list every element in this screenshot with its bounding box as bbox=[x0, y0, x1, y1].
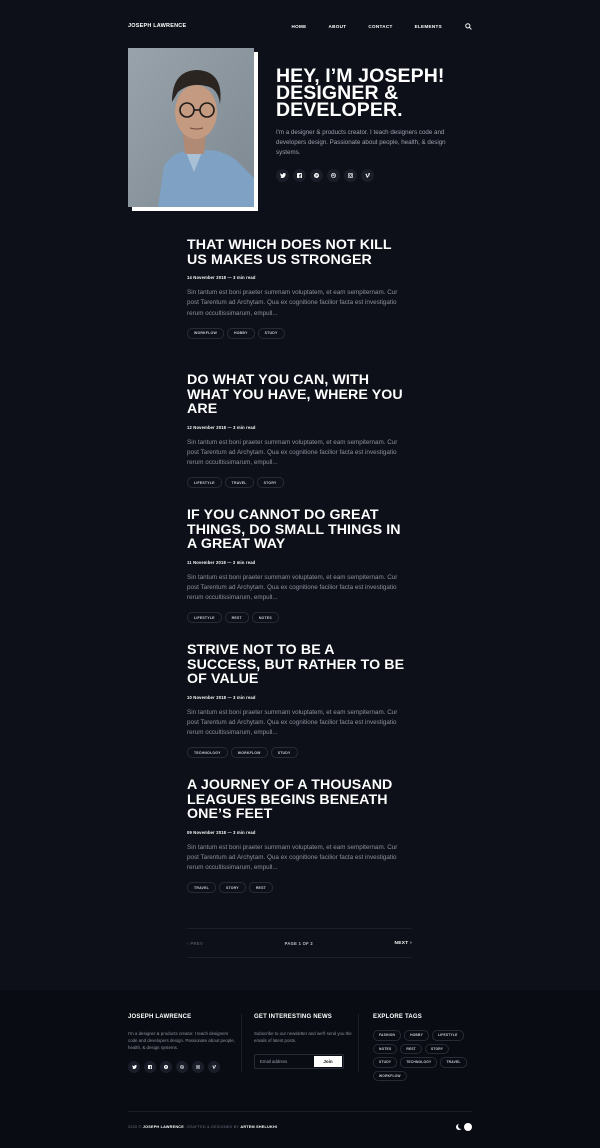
post-tag[interactable]: HOBBY bbox=[227, 328, 255, 339]
post-title[interactable]: DO WHAT YOU CAN, WITH WHAT YOU HAVE, WHERE YOU ARE bbox=[187, 372, 403, 417]
footer-social-links bbox=[128, 1061, 238, 1073]
post-meta: 11 November 2018 — 3 min read bbox=[187, 559, 256, 565]
post-card bbox=[187, 778, 412, 893]
footer-about bbox=[128, 1014, 238, 1073]
nav-home[interactable]: HOME bbox=[291, 23, 307, 29]
dribbble-icon[interactable] bbox=[176, 1061, 188, 1073]
join-button[interactable]: Join bbox=[314, 1056, 342, 1067]
copyright-prefix: 2020 © bbox=[128, 1124, 143, 1129]
dribbble-icon[interactable] bbox=[327, 169, 340, 182]
copyright-mid: . CRAFTED & DESIGNED BY bbox=[183, 1124, 241, 1129]
post-tag[interactable]: REST bbox=[225, 612, 249, 623]
footer-divider bbox=[358, 1014, 359, 1072]
hero-social-links bbox=[276, 169, 476, 182]
search-icon[interactable] bbox=[464, 22, 472, 30]
copyright-author: ARTEM SHELUKHI bbox=[240, 1124, 278, 1129]
footer-about-title: JOSEPH LAWRENCE bbox=[128, 1014, 192, 1020]
site-header bbox=[128, 20, 472, 32]
footer-tag-list bbox=[373, 1030, 473, 1084]
footer-divider bbox=[241, 1014, 242, 1072]
post-tags bbox=[187, 747, 412, 758]
post-card bbox=[187, 643, 412, 778]
footer-tag[interactable]: NOTES bbox=[373, 1044, 397, 1055]
footer-tag[interactable]: WORKFLOW bbox=[373, 1071, 407, 1082]
footer-about-text: I'm a designer & products creator. I teach designers code and developers design. Passionate about people, health, & design systems. bbox=[128, 1031, 235, 1050]
footer-tag[interactable]: STUDY bbox=[373, 1057, 397, 1068]
nav-elements[interactable]: ELEMENTS bbox=[414, 23, 442, 29]
facebook-icon[interactable] bbox=[144, 1061, 156, 1073]
footer-tag[interactable]: REST bbox=[400, 1044, 422, 1055]
footer-bottom bbox=[128, 1111, 472, 1141]
hero-title-line: DESIGNER & bbox=[276, 82, 399, 104]
post-excerpt: Sin tantum est boni praeter summam voluptatem, et eam sempiternam. Cur post Tarentum ad Archytam. Qua ex cognitione facilior facta est investigatio rerum occultissimarum, empull... bbox=[187, 708, 398, 737]
footer-tag[interactable]: LIFESTYLE bbox=[432, 1030, 464, 1041]
post-excerpt: Sin tantum est boni praeter summam voluptatem, et eam sempiternam. Cur post Tarentum ad Archytam. Qua ex cognitione facilior facta est investigatio rerum occultissimarum, empull... bbox=[187, 573, 398, 602]
next-page-link[interactable]: NEXT › bbox=[394, 940, 412, 946]
post-tags bbox=[187, 477, 412, 488]
post-title[interactable]: THAT WHICH DOES NOT KILL US MAKES US STRONGER bbox=[187, 237, 392, 268]
nav-contact[interactable]: CONTACT bbox=[368, 23, 393, 29]
vimeo-icon[interactable] bbox=[208, 1061, 220, 1073]
post-tag[interactable]: TRAVEL bbox=[187, 882, 216, 893]
post-tag[interactable]: WORKFLOW bbox=[231, 747, 268, 758]
post-tag[interactable]: STUDY bbox=[258, 328, 285, 339]
footer-tags bbox=[373, 1014, 473, 1084]
moon-icon bbox=[456, 1124, 462, 1130]
newsletter-text: Subscribe to our newsletter and we'll send you the emails of latest posts. bbox=[254, 1031, 352, 1043]
pinterest-icon[interactable] bbox=[160, 1061, 172, 1073]
nav-about[interactable]: ABOUT bbox=[328, 23, 347, 29]
footer-newsletter bbox=[254, 1014, 354, 1069]
footer-tag[interactable]: TECHNOLOGY bbox=[400, 1057, 437, 1068]
post-tags bbox=[187, 328, 412, 339]
post-title[interactable]: IF YOU CANNOT DO GREAT THINGS, DO SMALL THINGS IN A GREAT WAY bbox=[187, 507, 401, 552]
post-meta: 14 November 2018 — 3 min read bbox=[187, 275, 256, 280]
post-title[interactable]: STRIVE NOT TO BE A SUCCESS, BUT RATHER TO BE OF VALUE bbox=[187, 642, 405, 687]
post-tag[interactable]: STORY bbox=[257, 477, 284, 488]
post-feed bbox=[187, 238, 412, 893]
twitter-icon[interactable] bbox=[276, 169, 289, 182]
post-tag[interactable]: STUDY bbox=[271, 747, 298, 758]
copyright-name: JOSEPH LAWRENCE bbox=[142, 1124, 184, 1129]
main-nav bbox=[270, 22, 472, 30]
newsletter-title: GET INTERESTING NEWS bbox=[254, 1014, 333, 1020]
post-meta: 10 November 2018 — 3 min read bbox=[187, 694, 256, 700]
post-tag[interactable]: NOTES bbox=[252, 612, 279, 623]
post-tag[interactable]: REST bbox=[249, 882, 273, 893]
post-excerpt: Sin tantum est boni praeter summam voluptatem, et eam sempiternam. Cur post Tarentum ad Archytam. Qua ex cognitione facilior facta est investigatio rerum occultissimarum, empull... bbox=[187, 289, 398, 317]
prev-page-link[interactable]: ‹ PREV bbox=[187, 940, 204, 946]
site-footer bbox=[0, 990, 600, 1148]
post-tag[interactable]: LIFESTYLE bbox=[187, 612, 222, 623]
post-tags bbox=[187, 612, 412, 623]
email-input[interactable] bbox=[255, 1055, 313, 1068]
page-indicator: PAGE 1 OF 2 bbox=[284, 940, 313, 946]
pagination bbox=[187, 928, 412, 958]
post-tags bbox=[187, 882, 412, 893]
hero-intro bbox=[276, 65, 476, 182]
instagram-icon[interactable] bbox=[192, 1061, 204, 1073]
post-meta: 09 November 2018 — 3 min read bbox=[187, 829, 256, 835]
facebook-icon[interactable] bbox=[293, 169, 306, 182]
hero-photo-frame bbox=[128, 48, 258, 211]
hero-title-line: HEY, I’M JOSEPH! bbox=[276, 65, 445, 87]
vimeo-icon[interactable] bbox=[361, 169, 374, 182]
twitter-icon[interactable] bbox=[128, 1061, 140, 1073]
explore-tags-title: EXPLORE TAGS bbox=[373, 1014, 422, 1020]
footer-tag[interactable]: STORY bbox=[425, 1044, 449, 1055]
theme-toggle[interactable] bbox=[456, 1123, 472, 1131]
post-tag[interactable]: STORY bbox=[219, 882, 246, 893]
instagram-icon[interactable] bbox=[344, 169, 357, 182]
hero-title-line: DEVELOPER. bbox=[276, 99, 403, 121]
footer-tag[interactable]: TRAVEL bbox=[440, 1057, 466, 1068]
post-tag[interactable]: LIFESTYLE bbox=[187, 477, 222, 488]
post-tag[interactable]: TECHNOLOGY bbox=[187, 747, 228, 758]
footer-tag[interactable]: HOBBY bbox=[404, 1030, 429, 1041]
footer-tag[interactable]: FASHION bbox=[373, 1030, 401, 1041]
copyright bbox=[128, 1125, 277, 1129]
post-tag[interactable]: TRAVEL bbox=[225, 477, 254, 488]
post-excerpt: Sin tantum est boni praeter summam voluptatem, et eam sempiternam. Cur post Tarentum ad Archytam. Qua ex cognitione facilior facta est investigatio rerum occultissimarum, empull... bbox=[187, 438, 398, 467]
post-excerpt: Sin tantum est boni praeter summam voluptatem, et eam sempiternam. Cur post Tarentum ad Archytam. Qua ex cognitione facilior facta est investigatio rerum occultissimarum, empull... bbox=[187, 843, 398, 872]
post-card bbox=[187, 373, 412, 508]
newsletter-form bbox=[254, 1054, 344, 1069]
post-card bbox=[187, 238, 412, 373]
hero-title bbox=[276, 65, 476, 121]
post-meta: 12 November 2018 — 3 min read bbox=[187, 424, 256, 430]
post-title[interactable]: A JOURNEY OF A THOUSAND LEAGUES BEGINS BENEATH ONE’S FEET bbox=[187, 777, 393, 822]
hero-portrait-photo bbox=[128, 48, 254, 207]
post-tag[interactable]: WORKFLOW bbox=[187, 328, 224, 339]
pinterest-icon[interactable] bbox=[310, 169, 323, 182]
sun-icon bbox=[464, 1123, 472, 1131]
site-logo[interactable]: JOSEPH LAWRENCE bbox=[128, 23, 187, 29]
post-card bbox=[187, 508, 412, 643]
hero-description: I'm a designer & products creator. I teach designers code and developers design. Passionate about people, health, & design systems. bbox=[276, 129, 446, 156]
